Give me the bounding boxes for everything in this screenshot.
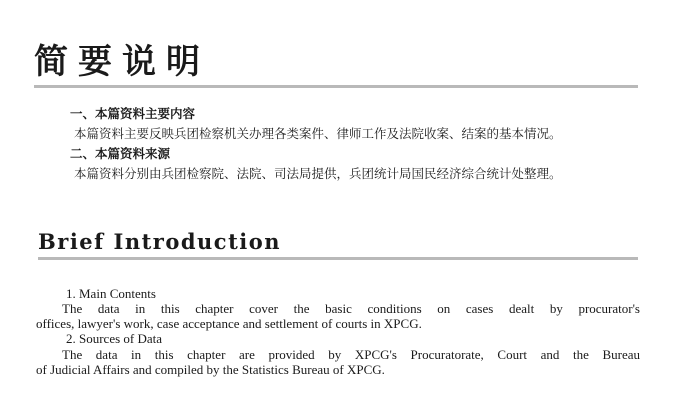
- chinese-paragraph-main-contents: 本篇资料主要反映兵团检察机关办理各类案件、律师工作及法院收案、结案的基本情况。: [74, 126, 562, 141]
- chinese-heading-data-sources: 二、本篇资料来源: [70, 146, 171, 161]
- english-paragraph-data-sources-line-2: of Judicial Affairs and compiled by the Statistics Bureau of XPCG.: [36, 362, 385, 377]
- english-paragraph-main-contents-line-2: offices, lawyer's work, case acceptance and settlement of courts in XPCG.: [36, 316, 422, 331]
- chinese-page-title: 简要说明: [34, 42, 210, 82]
- chinese-heading-main-contents: 一、本篇资料主要内容: [70, 106, 196, 121]
- english-heading-data-sources: 2. Sources of Data: [66, 331, 163, 346]
- english-page-title: Brief Introduction: [38, 229, 282, 254]
- chinese-paragraph-data-sources: 本篇资料分别由兵团检察院、法院、司法局提供，兵团统计局国民经济综合统计处整理。: [74, 166, 562, 181]
- chinese-title-underline: [34, 85, 638, 88]
- english-title-underline: [38, 257, 638, 260]
- english-paragraph-main-contents-line-1: The data in this chapter cover the basic conditions on cases dealt by procurator's: [62, 301, 640, 316]
- english-paragraph-data-sources-line-1: The data in this chapter are provided by XPCG's Procuratorate, Court and the Bureau: [62, 347, 640, 362]
- english-heading-main-contents: 1. Main Contents: [66, 286, 156, 301]
